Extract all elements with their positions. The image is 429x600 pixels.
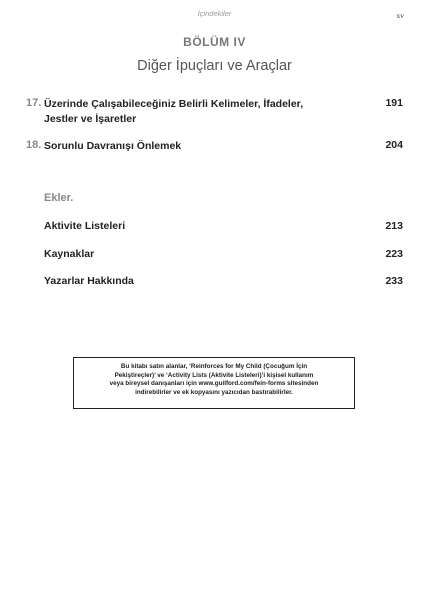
chapter-page: 204 [385, 139, 403, 151]
chapter-number: 18. [26, 139, 42, 151]
chapter-title-line: Üzerinde Çalışabileceğiniz Belirli Kelimeler, İfadeler, [44, 98, 304, 110]
chapter-number: 17. [26, 97, 42, 109]
appendix-page: 223 [385, 248, 403, 260]
note-line: Bu kitabı satın alanlar, ‘Reinforces for My Child (Çocuğum İçin [120, 363, 308, 370]
appendix-page: 233 [385, 275, 403, 287]
chapter-page: 191 [385, 97, 403, 109]
part-title: Diğer İpuçları ve Araçlar [137, 58, 292, 74]
appendix-title: Kaynaklar [44, 248, 95, 260]
chapter-title [44, 97, 303, 127]
appendices-heading: Ekler. [44, 192, 74, 204]
appendix-title: Aktivite Listeleri [44, 220, 126, 232]
appendix-page: 213 [385, 220, 403, 232]
chapter-title [44, 139, 181, 154]
running-head: İçindekiler [197, 9, 232, 18]
note-line: veya bireysel danışanları için www.guilford.com/fein-forms sitesinden [109, 380, 319, 387]
page-number: xv [396, 11, 404, 20]
note-line: Pekiştireçler)’ ve ‘Activity Lists (Aktivite Listeleri)’i kişisel kullanım [114, 371, 314, 379]
download-note-box [73, 357, 355, 409]
note-line: indirebilirler ve ek kopyasını yazıcıdan bastırabilirler. [135, 388, 293, 396]
chapter-title-line: Sorunlu Davranışı Önlemek [44, 140, 182, 152]
chapter-title-line: Jestler ve İşaretler [44, 113, 137, 125]
appendix-title: Yazarlar Hakkında [44, 275, 134, 287]
part-label: BÖLÜM IV [183, 35, 246, 49]
